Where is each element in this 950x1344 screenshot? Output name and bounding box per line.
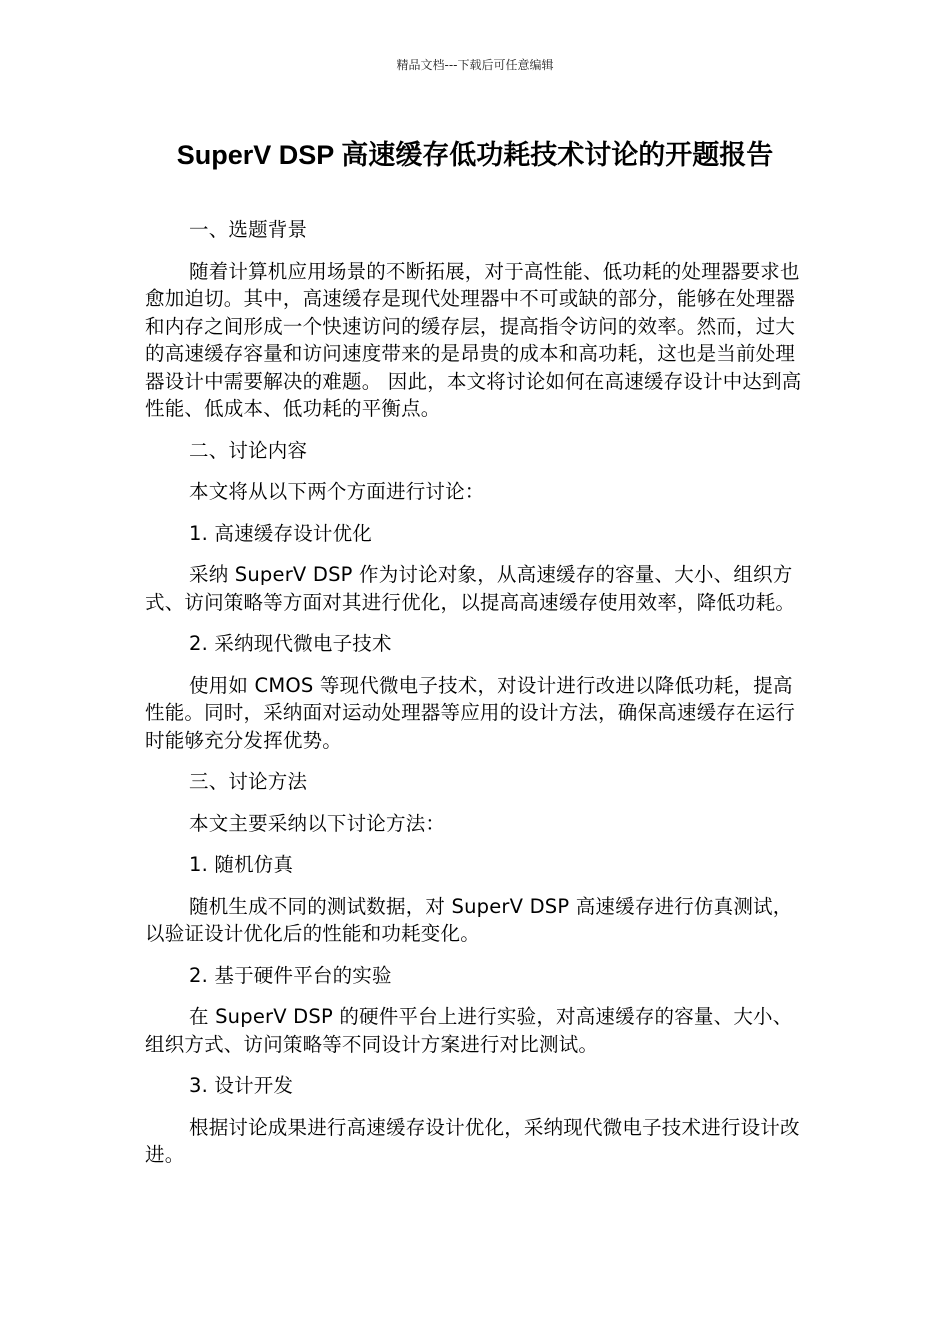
paragraph-content-intro: 本文将从以下两个方面进行讨论： xyxy=(189,480,485,503)
subheading-design-development: 3. 设计开发 xyxy=(189,1074,294,1097)
header-note: 精品文档---下载后可任意编辑 xyxy=(396,58,554,72)
paragraph-random-simulation: 随机生成不同的测试数据，对 SuperV DSP 高速缓存进行仿真测试，以验证设计优化后的性能和功耗变化。 xyxy=(145,894,793,945)
section-heading-methods: 三、讨论方法 xyxy=(189,770,308,793)
paragraph-background: 随着计算机应用场景的不断拓展，对于高性能、低功耗的处理器要求也愈加迫切。其中，高速缓存是现代处理器中不可或缺的部分，能够在处理器和内存之间形成一个快速访问的缓存层，提高指令访问的效率。然而，过大的高速缓存容量和访问速度带来的是昂贵的成本和高功耗，这也是当前处理器设计中需要解决的难题。 因此，本文将讨论如何在高速缓存设计中达到高性能、低成本、低功耗的平衡点。 xyxy=(145,259,802,420)
section-heading-content: 二、讨论内容 xyxy=(189,438,308,462)
section-heading-background: 一、选题背景 xyxy=(189,218,308,241)
subheading-cache-optimization: 1. 高速缓存设计优化 xyxy=(189,521,373,545)
paragraph-microelectronics: 使用如 CMOS 等现代微电子技术，对设计进行改进以降低功耗，提高性能。同时，采纳面对运动处理器等应用的设计方法，确保高速缓存在运行时能够充分发挥优势。 xyxy=(145,673,796,752)
document-title: SuperV DSP 高速缓存低功耗技术讨论的开题报告 xyxy=(176,140,774,170)
paragraph-hardware-experiment: 在 SuperV DSP 的硬件平台上进行实验，对高速缓存的容量、大小、组织方式、访问策略等不同设计方案进行对比测试。 xyxy=(145,1005,793,1056)
paragraph-cache-optimization: 采纳 SuperV DSP 作为讨论对象，从高速缓存的容量、大小、组织方式、访问策略等方面对其进行优化，以提高高速缓存使用效率，降低功耗。 xyxy=(145,563,796,614)
subheading-random-simulation: 1. 随机仿真 xyxy=(189,853,294,876)
document-body xyxy=(145,216,810,1183)
paragraph-design-development: 根据讨论成果进行高速缓存设计优化，采纳现代微电子技术进行设计改进。 xyxy=(145,1115,800,1166)
subheading-hardware-experiment: 2. 基于硬件平台的实验 xyxy=(189,963,392,987)
paragraph-methods-intro: 本文主要采纳以下讨论方法： xyxy=(189,811,446,835)
subheading-microelectronics: 2. 采纳现代微电子技术 xyxy=(189,632,392,655)
